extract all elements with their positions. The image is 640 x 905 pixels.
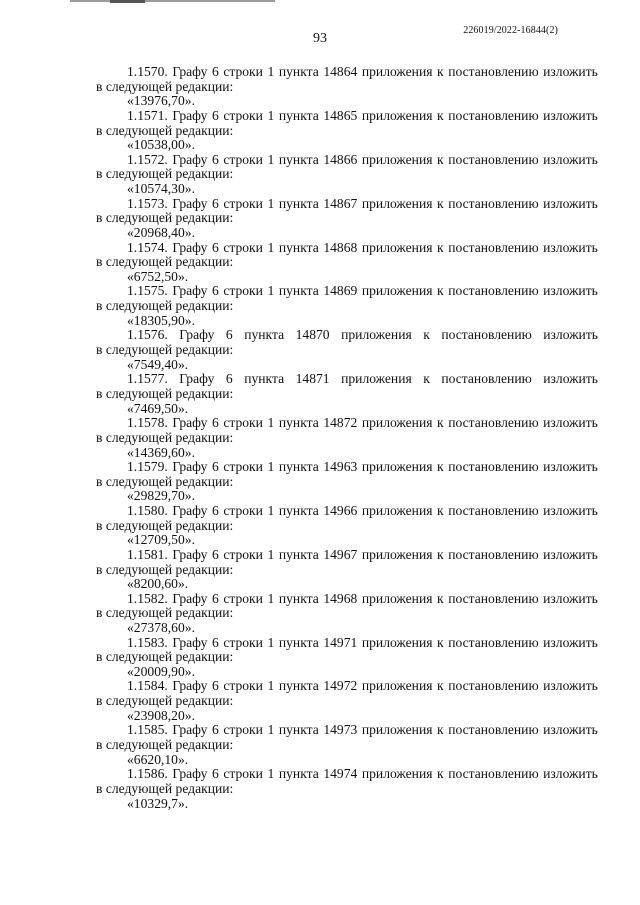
instruction-word: к bbox=[437, 502, 444, 518]
instruction-word: постановлению bbox=[448, 678, 539, 694]
instruction-word: 1 bbox=[267, 634, 275, 650]
instruction-word: строки bbox=[223, 283, 263, 299]
instruction-word: пункта bbox=[278, 415, 319, 431]
instruction-word: приложения bbox=[361, 722, 433, 738]
instruction-word: постановлению bbox=[448, 722, 539, 738]
instruction-word: Графу bbox=[172, 722, 208, 738]
amendment-continuation-line: в следующей редакции: bbox=[96, 166, 234, 182]
instruction-word: приложения bbox=[361, 678, 433, 694]
instruction-word: строки bbox=[223, 239, 263, 255]
instruction-word: 14963 bbox=[323, 459, 358, 475]
amendment-continuation-line: в следующей редакции: bbox=[96, 429, 234, 445]
instruction-word: 6 bbox=[211, 415, 219, 431]
amendment-item bbox=[96, 416, 598, 460]
instruction-word: постановлению bbox=[448, 107, 539, 123]
instruction-word: 6 bbox=[211, 766, 219, 782]
amendment-continuation-line: в следующей редакции: bbox=[96, 561, 234, 577]
amendment-instruction-line bbox=[96, 723, 598, 738]
instruction-word: 1 bbox=[267, 459, 275, 475]
instruction-word: приложения bbox=[361, 151, 433, 167]
instruction-word: 1.1578. bbox=[127, 415, 168, 431]
instruction-word: 6 bbox=[211, 678, 219, 694]
instruction-word: постановлению bbox=[448, 151, 539, 167]
amendment-instruction-line bbox=[96, 548, 598, 563]
instruction-word: строки bbox=[223, 722, 263, 738]
amendment-item bbox=[96, 153, 598, 197]
instruction-word: к bbox=[437, 283, 444, 299]
instruction-word: 6 bbox=[211, 546, 219, 562]
instruction-word: 1 bbox=[267, 678, 275, 694]
instruction-word: Графу bbox=[172, 239, 208, 255]
amendment-continuation-line: в следующей редакции: bbox=[96, 298, 234, 314]
instruction-word: постановлению bbox=[448, 766, 539, 782]
instruction-word: 1.1572. bbox=[127, 151, 168, 167]
instruction-word: 6 bbox=[211, 195, 219, 211]
instruction-word: Графу bbox=[172, 195, 208, 211]
instruction-word: пункта bbox=[278, 107, 319, 123]
amendment-instruction-line bbox=[96, 284, 598, 299]
instruction-word: изложить bbox=[543, 415, 598, 431]
instruction-word: изложить bbox=[543, 678, 598, 694]
instruction-word: к bbox=[437, 722, 444, 738]
instruction-word: Графу bbox=[172, 283, 208, 299]
instruction-word: 1.1585. bbox=[127, 722, 168, 738]
amendment-item bbox=[96, 241, 598, 285]
amendment-instruction-line bbox=[96, 636, 598, 651]
instruction-word: к bbox=[437, 64, 444, 79]
instruction-word: 14974 bbox=[323, 766, 358, 782]
instruction-word: к bbox=[437, 590, 444, 606]
amendment-value: «7469,50». bbox=[127, 400, 189, 416]
amendment-instruction-line bbox=[96, 109, 598, 124]
amendment-value: «20968,40». bbox=[127, 225, 195, 241]
document-number: 226019/2022-16844(2) bbox=[463, 25, 558, 36]
instruction-word: пункта bbox=[244, 327, 285, 343]
instruction-word: пункта bbox=[278, 151, 319, 167]
instruction-word: постановлению bbox=[448, 195, 539, 211]
instruction-word: пункта bbox=[278, 283, 319, 299]
instruction-word: пункта bbox=[278, 546, 319, 562]
instruction-word: постановлению bbox=[448, 459, 539, 475]
instruction-word: строки bbox=[223, 151, 263, 167]
instruction-word: постановлению bbox=[448, 64, 539, 79]
instruction-word: 1 bbox=[267, 239, 275, 255]
amendment-item bbox=[96, 197, 598, 241]
instruction-word: 1 bbox=[267, 546, 275, 562]
amendment-instruction-line bbox=[96, 592, 598, 607]
instruction-word: 1.1584. bbox=[127, 678, 168, 694]
instruction-word: Графу bbox=[172, 678, 208, 694]
amendment-value: «8200,60». bbox=[127, 576, 189, 592]
instruction-word: 1 bbox=[267, 502, 275, 518]
amendment-instruction-line bbox=[96, 328, 598, 343]
instruction-word: 1 bbox=[267, 195, 275, 211]
instruction-word: к bbox=[437, 239, 444, 255]
instruction-word: изложить bbox=[543, 459, 598, 475]
instruction-word: 1 bbox=[267, 590, 275, 606]
instruction-word: 1.1573. bbox=[127, 195, 168, 211]
instruction-word: приложения bbox=[361, 195, 433, 211]
instruction-word: постановлению bbox=[441, 327, 532, 343]
instruction-word: приложения bbox=[341, 371, 412, 387]
instruction-word: 14871 bbox=[295, 371, 330, 387]
instruction-word: 1.1571. bbox=[127, 107, 168, 123]
instruction-word: к bbox=[437, 766, 444, 782]
instruction-word: 1.1581. bbox=[127, 546, 168, 562]
amendment-instruction-line bbox=[96, 504, 598, 519]
instruction-word: 14967 bbox=[323, 546, 358, 562]
instruction-word: постановлению bbox=[448, 283, 539, 299]
instruction-word: 1.1570. bbox=[127, 64, 168, 79]
instruction-word: изложить bbox=[543, 327, 598, 343]
instruction-word: пункта bbox=[278, 502, 319, 518]
instruction-word: пункта bbox=[278, 239, 319, 255]
instruction-word: строки bbox=[223, 195, 263, 211]
instruction-word: Графу bbox=[172, 590, 208, 606]
instruction-word: приложения bbox=[361, 283, 433, 299]
instruction-word: Графу bbox=[172, 502, 208, 518]
instruction-word: изложить bbox=[543, 239, 598, 255]
instruction-word: изложить bbox=[543, 371, 598, 387]
instruction-word: приложения bbox=[361, 766, 433, 782]
amendment-value: «20009,90». bbox=[127, 663, 195, 679]
instruction-word: 6 bbox=[211, 502, 219, 518]
instruction-word: приложения bbox=[361, 502, 433, 518]
amendment-continuation-line: в следующей редакции: bbox=[96, 517, 234, 533]
instruction-word: 1.1575. bbox=[127, 283, 168, 299]
instruction-word: постановлению bbox=[441, 371, 532, 387]
instruction-word: к bbox=[437, 107, 444, 123]
instruction-word: 14973 bbox=[323, 722, 358, 738]
amendment-list bbox=[96, 65, 598, 811]
amendment-item bbox=[96, 679, 598, 723]
instruction-word: строки bbox=[223, 766, 263, 782]
amendment-instruction-line bbox=[96, 241, 598, 256]
instruction-word: 14865 bbox=[323, 107, 358, 123]
amendment-value: «13976,70». bbox=[127, 93, 195, 109]
instruction-word: 6 bbox=[211, 634, 219, 650]
instruction-word: к bbox=[423, 327, 430, 343]
instruction-word: 6 bbox=[211, 151, 219, 167]
amendment-continuation-line: в следующей редакции: bbox=[96, 210, 234, 226]
amendment-value: «12709,50». bbox=[127, 532, 195, 548]
instruction-word: приложения bbox=[361, 634, 433, 650]
instruction-word: к bbox=[437, 678, 444, 694]
instruction-word: приложения bbox=[361, 590, 433, 606]
instruction-word: 14872 bbox=[323, 415, 358, 431]
instruction-word: к bbox=[437, 459, 444, 475]
instruction-word: 1.1582. bbox=[127, 590, 168, 606]
amendment-value: «6752,50». bbox=[127, 268, 189, 284]
instruction-word: строки bbox=[223, 415, 263, 431]
instruction-word: строки bbox=[223, 678, 263, 694]
instruction-word: строки bbox=[223, 459, 263, 475]
instruction-word: 14869 bbox=[323, 283, 358, 299]
amendment-item bbox=[96, 65, 598, 109]
instruction-word: 1.1586. bbox=[127, 766, 168, 782]
instruction-word: 1 bbox=[267, 107, 275, 123]
amendment-item bbox=[96, 767, 598, 811]
instruction-word: изложить bbox=[543, 151, 598, 167]
instruction-word: 6 bbox=[211, 239, 219, 255]
instruction-word: приложения bbox=[361, 415, 433, 431]
instruction-word: Графу bbox=[172, 459, 208, 475]
instruction-word: пункта bbox=[278, 459, 319, 475]
instruction-word: строки bbox=[223, 64, 263, 79]
instruction-word: 14867 bbox=[323, 195, 358, 211]
instruction-word: к bbox=[437, 546, 444, 562]
instruction-word: 1 bbox=[267, 64, 275, 79]
instruction-word: постановлению bbox=[448, 239, 539, 255]
instruction-word: изложить bbox=[543, 502, 598, 518]
instruction-word: изложить bbox=[543, 766, 598, 782]
instruction-word: 14968 bbox=[323, 590, 358, 606]
amendment-continuation-line: в следующей редакции: bbox=[96, 473, 234, 489]
amendment-continuation-line: в следующей редакции: bbox=[96, 385, 234, 401]
amendment-instruction-line bbox=[96, 153, 598, 168]
instruction-word: изложить bbox=[543, 64, 598, 79]
instruction-word: 6 bbox=[211, 590, 219, 606]
instruction-word: Графу bbox=[172, 415, 208, 431]
amendment-value: «7549,40». bbox=[127, 356, 189, 372]
instruction-word: 6 bbox=[225, 327, 233, 343]
instruction-word: 14972 bbox=[323, 678, 358, 694]
amendment-item bbox=[96, 548, 598, 592]
instruction-word: строки bbox=[223, 634, 263, 650]
amendment-value: «14369,60». bbox=[127, 444, 195, 460]
instruction-word: к bbox=[437, 151, 444, 167]
instruction-word: изложить bbox=[543, 722, 598, 738]
instruction-word: пункта bbox=[278, 195, 319, 211]
instruction-word: пункта bbox=[278, 766, 319, 782]
amendment-value: «6620,10». bbox=[127, 751, 189, 767]
instruction-word: строки bbox=[223, 590, 263, 606]
amendment-item bbox=[96, 592, 598, 636]
instruction-word: 6 bbox=[211, 107, 219, 123]
instruction-word: 1.1577. bbox=[127, 371, 168, 387]
amendment-continuation-line: в следующей редакции: bbox=[96, 693, 234, 709]
instruction-word: пункта bbox=[278, 590, 319, 606]
instruction-word: пункта bbox=[278, 722, 319, 738]
amendment-value: «29829,70». bbox=[127, 488, 195, 504]
amendment-value: «10329,7». bbox=[127, 795, 189, 811]
instruction-word: пункта bbox=[278, 678, 319, 694]
page-number: 93 bbox=[313, 31, 327, 46]
instruction-word: 1 bbox=[267, 722, 275, 738]
instruction-word: приложения bbox=[361, 546, 433, 562]
instruction-word: изложить bbox=[543, 546, 598, 562]
instruction-word: постановлению bbox=[448, 502, 539, 518]
instruction-word: к bbox=[437, 195, 444, 211]
instruction-word: 14966 bbox=[323, 502, 358, 518]
instruction-word: 14866 bbox=[323, 151, 358, 167]
amendment-instruction-line bbox=[96, 767, 598, 782]
instruction-word: 1.1580. bbox=[127, 502, 168, 518]
amendment-continuation-line: в следующей редакции: bbox=[96, 605, 234, 621]
instruction-word: Графу bbox=[172, 546, 208, 562]
top-scan-rule bbox=[70, 0, 275, 2]
amendment-continuation-line: в следующей редакции: bbox=[96, 780, 234, 796]
instruction-word: Графу bbox=[172, 107, 208, 123]
amendment-item bbox=[96, 109, 598, 153]
instruction-word: строки bbox=[223, 107, 263, 123]
instruction-word: приложения bbox=[361, 459, 433, 475]
instruction-word: 1 bbox=[267, 766, 275, 782]
amendment-continuation-line: в следующей редакции: bbox=[96, 78, 234, 94]
instruction-word: приложения bbox=[361, 107, 433, 123]
instruction-word: пункта bbox=[244, 371, 285, 387]
instruction-word: 14870 bbox=[295, 327, 330, 343]
amendment-item bbox=[96, 328, 598, 372]
instruction-word: пункта bbox=[278, 64, 319, 79]
instruction-word: 14868 bbox=[323, 239, 358, 255]
instruction-word: к bbox=[423, 371, 430, 387]
amendment-item bbox=[96, 636, 598, 680]
instruction-word: постановлению bbox=[448, 415, 539, 431]
instruction-word: 6 bbox=[211, 64, 219, 79]
amendment-item bbox=[96, 504, 598, 548]
amendment-continuation-line: в следующей редакции: bbox=[96, 649, 234, 665]
instruction-word: 6 bbox=[225, 371, 233, 387]
instruction-word: 1.1574. bbox=[127, 239, 168, 255]
instruction-word: 6 bbox=[211, 722, 219, 738]
instruction-word: приложения bbox=[341, 327, 412, 343]
amendment-instruction-line bbox=[96, 372, 598, 387]
amendment-item bbox=[96, 723, 598, 767]
instruction-word: 14971 bbox=[323, 634, 358, 650]
instruction-word: к bbox=[437, 415, 444, 431]
instruction-word: строки bbox=[223, 502, 263, 518]
instruction-word: 14864 bbox=[323, 64, 358, 79]
amendment-continuation-line: в следующей редакции: bbox=[96, 254, 234, 270]
amendment-value: «10574,30». bbox=[127, 181, 195, 197]
amendment-value: «27378,60». bbox=[127, 620, 195, 636]
amendment-value: «10538,00». bbox=[127, 137, 195, 153]
instruction-word: Графу bbox=[172, 766, 208, 782]
top-scan-mark bbox=[110, 0, 145, 3]
instruction-word: приложения bbox=[361, 239, 433, 255]
amendment-item bbox=[96, 460, 598, 504]
instruction-word: 1 bbox=[267, 283, 275, 299]
amendment-continuation-line: в следующей редакции: bbox=[96, 122, 234, 138]
instruction-word: постановлению bbox=[448, 634, 539, 650]
amendment-continuation-line: в следующей редакции: bbox=[96, 737, 234, 753]
amendment-instruction-line bbox=[96, 416, 598, 431]
instruction-word: 1.1576. bbox=[127, 327, 168, 343]
instruction-word: 1 bbox=[267, 415, 275, 431]
instruction-word: изложить bbox=[543, 107, 598, 123]
instruction-word: приложения bbox=[361, 64, 433, 79]
instruction-word: 1 bbox=[267, 151, 275, 167]
instruction-word: постановлению bbox=[448, 546, 539, 562]
amendment-continuation-line: в следующей редакции: bbox=[96, 342, 234, 358]
instruction-word: изложить bbox=[543, 283, 598, 299]
instruction-word: 6 bbox=[211, 283, 219, 299]
amendment-instruction-line bbox=[96, 197, 598, 212]
amendment-value: «18305,90». bbox=[127, 312, 195, 328]
instruction-word: Графу bbox=[179, 371, 215, 387]
instruction-word: Графу bbox=[172, 634, 208, 650]
instruction-word: изложить bbox=[543, 634, 598, 650]
amendment-instruction-line bbox=[96, 679, 598, 694]
amendment-item bbox=[96, 284, 598, 328]
instruction-word: 1.1579. bbox=[127, 459, 168, 475]
amendment-value: «23908,20». bbox=[127, 707, 195, 723]
instruction-word: постановлению bbox=[448, 590, 539, 606]
instruction-word: 6 bbox=[211, 459, 219, 475]
instruction-word: пункта bbox=[278, 634, 319, 650]
instruction-word: изложить bbox=[543, 590, 598, 606]
instruction-word: строки bbox=[223, 546, 263, 562]
instruction-word: Графу bbox=[172, 151, 208, 167]
instruction-word: 1.1583. bbox=[127, 634, 168, 650]
amendment-instruction-line bbox=[96, 65, 598, 80]
amendment-instruction-line bbox=[96, 460, 598, 475]
amendment-item bbox=[96, 372, 598, 416]
instruction-word: Графу bbox=[172, 64, 208, 79]
instruction-word: изложить bbox=[543, 195, 598, 211]
instruction-word: к bbox=[437, 634, 444, 650]
instruction-word: Графу bbox=[179, 327, 215, 343]
